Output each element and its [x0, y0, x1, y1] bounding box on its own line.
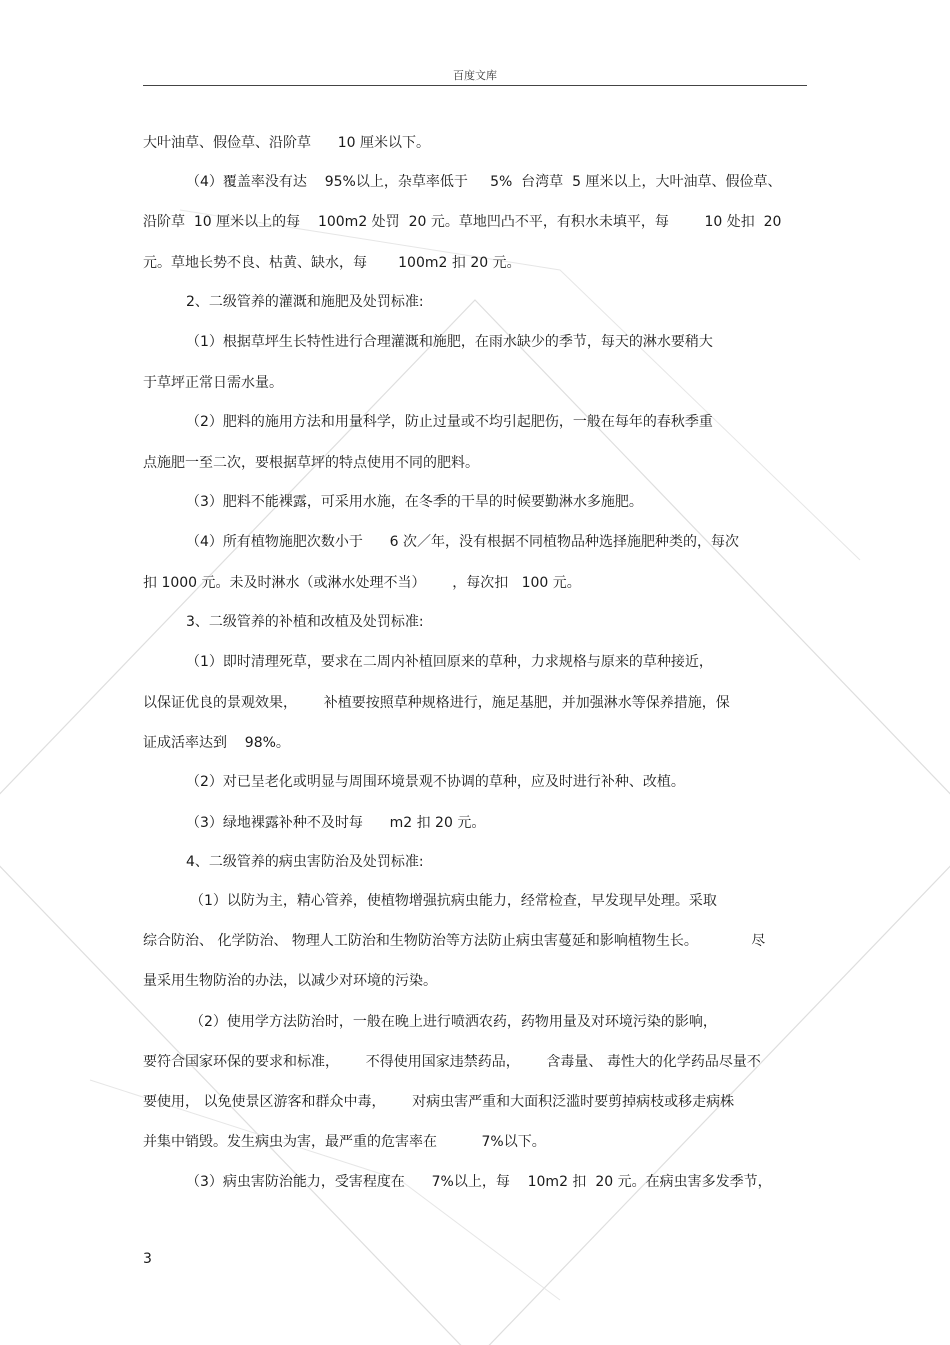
text-line: （3）绿地裸露补种不及时每 m2 扣 20 元。: [186, 815, 486, 831]
header-divider: [143, 85, 807, 86]
text-line: 点施肥一至二次，要根据草坪的特点使用不同的肥料。: [143, 455, 479, 471]
text-line: （1）以防为主，精心管养，使植物增强抗病虫能力，经常检查，早发现早处理。采取: [190, 893, 717, 909]
text-line: 并集中销毁。发生病虫为害，最严重的危害率在 7%以下。: [143, 1134, 546, 1150]
text-line: （3）肥料不能裸露，可采用水施，在冬季的干旱的时候要勤淋水多施肥。: [186, 494, 643, 510]
text-line: 综合防治、 化学防治、 物理人工防治和生物防治等方法防止病虫害蔓延和影响植物生长。 尽: [143, 933, 766, 949]
text-line: 证成活率达到 98%。: [143, 735, 290, 751]
text-line: 沿阶草 10 厘米以上的每 100m2 处罚 20 元。草地凹凸不平，有积水未填平，每 10 处扣 20: [143, 214, 782, 230]
text-line: （2）使用学方法防治时，一般在晚上进行喷洒农药，药物用量及对环境污染的影响，: [190, 1014, 717, 1030]
text-line: 于草坪正常日需水量。: [143, 375, 283, 391]
text-line: 元。草地长势不良、枯黄、缺水，每 100m2 扣 20 元。: [143, 255, 521, 271]
text-line: （1）即时清理死草，要求在二周内补植回原来的草种，力求规格与原来的草种接近，: [186, 654, 713, 670]
text-line: 4、二级管养的病虫害防治及处罚标准:: [186, 854, 424, 870]
text-line: 要符合国家环保的要求和标准， 不得使用国家违禁药品， 含毒量、 毒性大的化学药品尽量不: [143, 1054, 761, 1070]
text-line: 要使用， 以免使景区游客和群众中毒， 对病虫害严重和大面积泛滥时要剪掉病枝或移走病株: [143, 1094, 735, 1110]
text-line: （1）根据草坪生长特性进行合理灌溉和施肥，在雨水缺少的季节，每天的淋水要稍大: [186, 334, 713, 350]
text-line: （2）对已呈老化或明显与周围环境景观不协调的草种，应及时进行补种、改植。: [186, 774, 685, 790]
text-line: 3、二级管养的补植和改植及处罚标准:: [186, 614, 424, 630]
page-number: 3: [143, 1251, 152, 1267]
text-line: 2、二级管养的灌溉和施肥及处罚标准:: [186, 294, 424, 310]
text-line: （4）覆盖率没有达 95%以上，杂草率低于 5% 台湾草 5 厘米以上，大叶油草、假俭草、: [186, 174, 782, 190]
text-line: （4）所有植物施肥次数小于 6 次／年，没有根据不同植物品种选择施肥种类的，每次: [186, 534, 739, 550]
text-line: 以保证优良的景观效果， 补植要按照草种规格进行，施足基肥，并加强淋水等保养措施，保: [143, 695, 730, 711]
text-line: 大叶油草、假俭草、沿阶草 10 厘米以下。: [143, 135, 430, 151]
header-title: 百度文库: [453, 69, 497, 82]
text-line: （3）病虫害防治能力，受害程度在 7%以上，每 10m2 扣 20 元。在病虫害多发季节，: [186, 1174, 772, 1190]
text-line: 量采用生物防治的办法，以减少对环境的污染。: [143, 973, 437, 989]
text-line: （2）肥料的施用方法和用量科学，防止过量或不均引起肥伤，一般在每年的春秋季重: [186, 414, 713, 430]
text-line: 扣 1000 元。未及时淋水（或淋水处理不当） ，每次扣 100 元。: [143, 575, 581, 591]
